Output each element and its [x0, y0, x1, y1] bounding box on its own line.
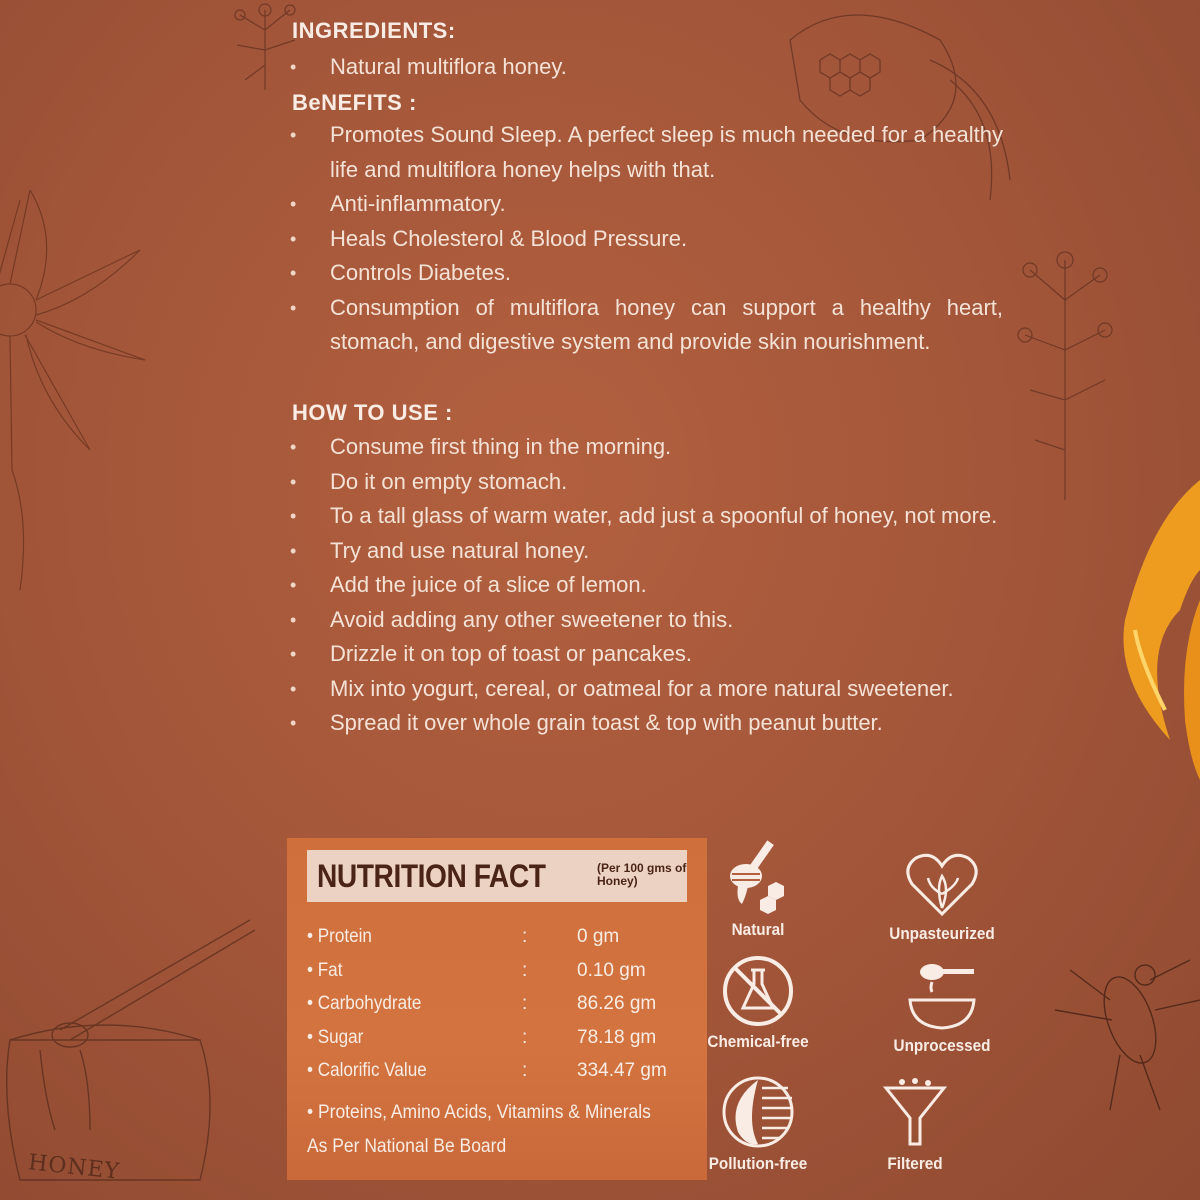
nutrition-panel	[287, 838, 707, 1180]
badge-chemical-free	[688, 952, 828, 1052]
nutrient-separator: :	[522, 1060, 528, 1081]
no-chemical-flask-icon	[688, 952, 828, 1030]
list-item: • Natural multiflora honey.	[290, 54, 567, 79]
badge-filtered	[845, 1078, 985, 1174]
badge-label: Filtered	[887, 1154, 943, 1173]
badge-label: Unprocessed	[893, 1036, 991, 1055]
nutrition-row-carbohydrate	[307, 993, 697, 1027]
badge-unpasteurized	[872, 848, 1012, 944]
list-item: • Consume first thing in the morning.	[290, 434, 672, 459]
list-item: • Spread it over whole grain toast & top with peanut butter.	[290, 710, 883, 735]
nutrition-title-box	[307, 850, 687, 902]
nutrient-value: 78.18 gm	[577, 1026, 657, 1048]
nutrition-row-protein	[307, 926, 697, 960]
list-item: • Avoid adding any other sweetener to this.	[290, 606, 734, 632]
badge-natural	[688, 838, 828, 940]
bowl-spoon-icon	[872, 958, 1012, 1034]
nutrient-separator: :	[522, 1026, 528, 1048]
nutrient-name: • Fat	[307, 959, 343, 981]
list-item: • Anti-inflammatory.	[290, 191, 506, 216]
list-item: • Controls Diabetes.	[290, 260, 511, 285]
badge-label: Unpasteurized	[889, 924, 995, 943]
badge-pollution-free	[688, 1072, 828, 1174]
honey-dipper-icon	[688, 838, 828, 918]
how-to-use-heading: HOW TO USE :	[292, 400, 453, 425]
nutrient-separator: :	[522, 959, 528, 981]
leaf-globe-icon	[688, 1072, 828, 1152]
nutrient-separator: :	[522, 993, 528, 1014]
nutrient-value: 0 gm	[577, 926, 620, 947]
list-item: • Mix into yogurt, cereal, or oatmeal for a more natural sweetener.	[290, 675, 954, 701]
nutrition-title: NUTRITION FACT	[317, 858, 546, 894]
list-item: • Try and use natural honey.	[290, 537, 590, 563]
nutrient-value: 334.47 gm	[577, 1060, 667, 1081]
honey-drip-graphic	[1110, 480, 1200, 800]
list-item: • Add the juice of a slice of lemon.	[290, 572, 647, 597]
heart-flower-icon	[872, 848, 1012, 922]
nutrition-rows	[307, 926, 697, 1094]
badge-label: Natural	[731, 920, 785, 939]
plant-sketch	[1005, 240, 1125, 500]
flower-sketch	[0, 190, 150, 590]
list-item: • Promotes Sound Sleep. A perfect sleep is much needed for a healthy life and multiflora honey helps with that.	[290, 122, 1003, 182]
list-item: • To a tall glass of warm water, add just a spoonful of honey, not more.	[290, 503, 998, 528]
benefits-list	[288, 118, 1003, 360]
nutrient-name: • Protein	[307, 926, 372, 947]
badge-label: Pollution-free	[708, 1154, 808, 1173]
ingredients-heading: INGREDIENTS:	[292, 18, 456, 43]
badge-label: Chemical-free	[707, 1032, 809, 1051]
list-item: • Do it on empty stomach.	[290, 468, 568, 494]
nutrient-name: • Sugar	[307, 1026, 364, 1048]
nutrient-name: • Carbohydrate	[307, 993, 422, 1014]
nutrition-footnote: • Proteins, Amino Acids, Vitamins & Minerals As Per National Be Board	[307, 1102, 651, 1157]
nutrient-name: • Calorific Value	[307, 1060, 427, 1081]
nutrient-value: 0.10 gm	[577, 959, 646, 981]
list-item: • Drizzle it on top of toast or pancakes.	[290, 641, 692, 666]
how-to-use-list	[288, 430, 1003, 741]
honey-jar-label: HONEY	[26, 1150, 122, 1185]
bee-sketch	[1050, 940, 1200, 1120]
nutrition-subtitle: (Per 100 gms of Honey)	[597, 861, 687, 888]
nutrition-row-fat	[307, 960, 697, 994]
nutrient-separator: :	[522, 926, 528, 947]
list-item: • Consumption of multiflora honey can support a healthy heart, stomach, and digestive system and provide skin nourishment.	[290, 294, 1003, 354]
ingredients-list	[288, 50, 1003, 85]
benefits-heading: BeNEFITS :	[292, 90, 417, 115]
funnel-icon	[845, 1078, 985, 1152]
list-item: • Heals Cholesterol & Blood Pressure.	[290, 225, 688, 251]
nutrition-row-calorific	[307, 1060, 697, 1094]
nutrition-row-sugar	[307, 1027, 697, 1061]
badge-unprocessed	[872, 958, 1012, 1056]
nutrient-value: 86.26 gm	[577, 993, 657, 1014]
